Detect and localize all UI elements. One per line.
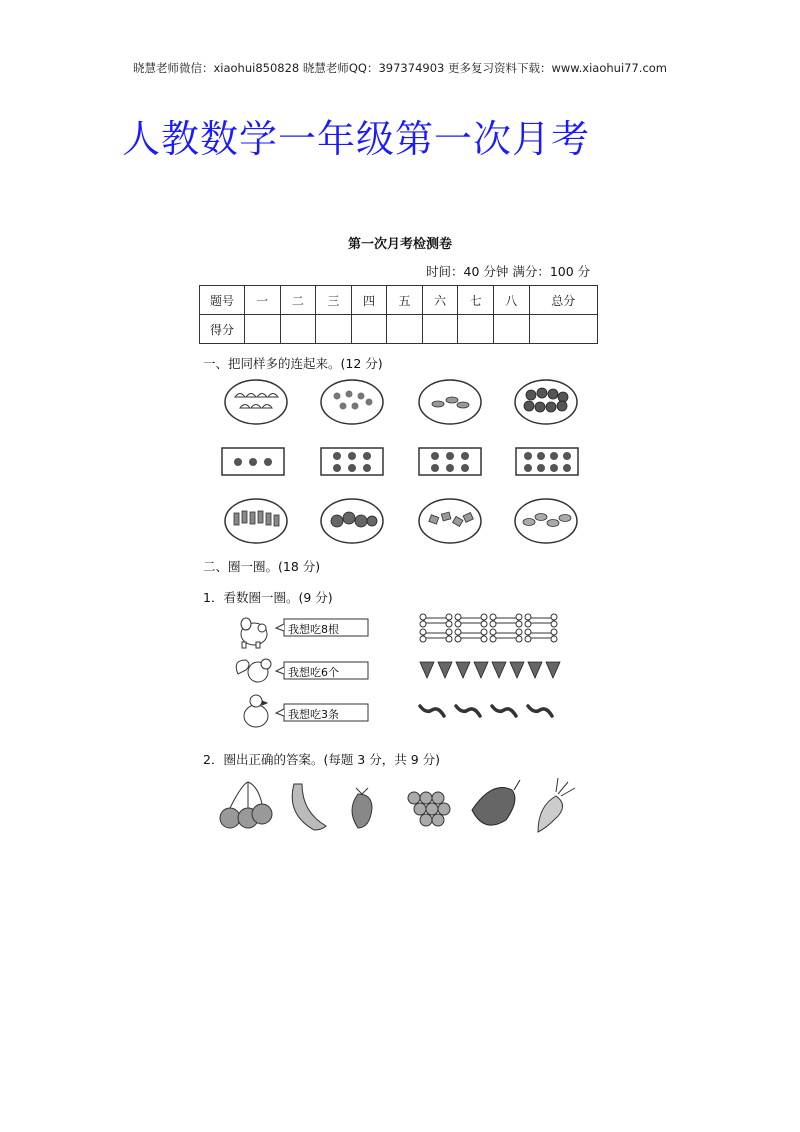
score-input-cell[interactable] [351, 315, 387, 344]
bubble-text-chick: 我想吃3条 [288, 708, 339, 721]
cherry-icon[interactable] [220, 782, 272, 828]
pinecone-icon-group[interactable] [420, 662, 560, 678]
score-input-cell[interactable] [280, 315, 316, 344]
score-table-header-cell: 六 [422, 286, 458, 315]
dog-icon [241, 618, 267, 648]
banana-icon[interactable] [292, 784, 326, 830]
score-table-header-cell: 二 [280, 286, 316, 315]
exam-title: 第一次月考检测卷 [347, 237, 452, 252]
plate-bottles[interactable] [225, 499, 287, 543]
items-to-circle [418, 612, 568, 732]
page-header-contact: 晓慧老师微信：xiaohui850828 晓慧老师QQ：397374903 更多复习资料下载：www.xiaohui77.com [132, 61, 668, 75]
document-title: 人教数学一年级第一次月考 [122, 117, 591, 161]
plate-fish[interactable] [419, 380, 481, 424]
score-input-cell[interactable] [529, 315, 598, 344]
matching-figure [215, 375, 595, 550]
score-table-header-cell: 一 [245, 286, 281, 315]
section2-q2-title: 2．圈出正确的答案。(每题 3 分，共 9 分) [203, 752, 441, 767]
plate-apples[interactable] [515, 380, 577, 424]
score-input-cell[interactable] [493, 315, 529, 344]
score-input-cell[interactable] [316, 315, 352, 344]
dot-box-8[interactable] [516, 448, 578, 475]
bubble-text-dog: 我想吃8根 [288, 623, 339, 636]
plate-flowers[interactable] [321, 380, 383, 424]
eggplant-icon[interactable] [472, 780, 520, 825]
section2-q1-title: 1．看数圈一圈。(9 分) [203, 590, 333, 605]
worm-icon-group[interactable] [420, 706, 552, 716]
squirrel-icon [236, 659, 271, 682]
bone-icon-group[interactable] [420, 614, 557, 642]
score-table-score-row [200, 315, 598, 344]
plate-mushrooms[interactable] [225, 380, 287, 424]
score-table-header-cell: 三 [316, 286, 352, 315]
plate-candies[interactable] [419, 499, 481, 543]
chick-icon [244, 695, 268, 727]
fruits-figure [218, 778, 583, 838]
score-table-header-cell: 八 [493, 286, 529, 315]
radish-icon[interactable] [538, 778, 575, 832]
section2-title: 二、圈一圈。(18 分) [203, 559, 321, 574]
score-table-header-cell: 题号 [200, 286, 245, 315]
score-input-cell[interactable] [422, 315, 458, 344]
dot-box-6a[interactable] [321, 448, 383, 475]
score-input-cell[interactable] [387, 315, 423, 344]
plate-leaves[interactable] [515, 499, 577, 543]
grapes-icon[interactable] [408, 792, 450, 826]
score-table-header-row [200, 286, 598, 315]
section1-title: 一、把同样多的连起来。(12 分) [203, 356, 383, 371]
score-table-row-label: 得分 [200, 315, 245, 344]
plate-cookies[interactable] [321, 499, 383, 543]
exam-info: 时间：40 分钟 满分：100 分 [426, 264, 591, 279]
score-table-header-cell: 七 [458, 286, 494, 315]
strawberry-icon[interactable] [352, 788, 372, 828]
score-input-cell[interactable] [458, 315, 494, 344]
bubble-text-squirrel: 我想吃6个 [288, 666, 339, 679]
dot-box-3[interactable] [222, 448, 284, 475]
score-table-header-cell: 总分 [529, 286, 598, 315]
score-table-header-cell: 四 [351, 286, 387, 315]
score-table [199, 285, 598, 344]
score-table-header-cell: 五 [387, 286, 423, 315]
score-input-cell[interactable] [245, 315, 281, 344]
dot-box-6b[interactable] [419, 448, 481, 475]
